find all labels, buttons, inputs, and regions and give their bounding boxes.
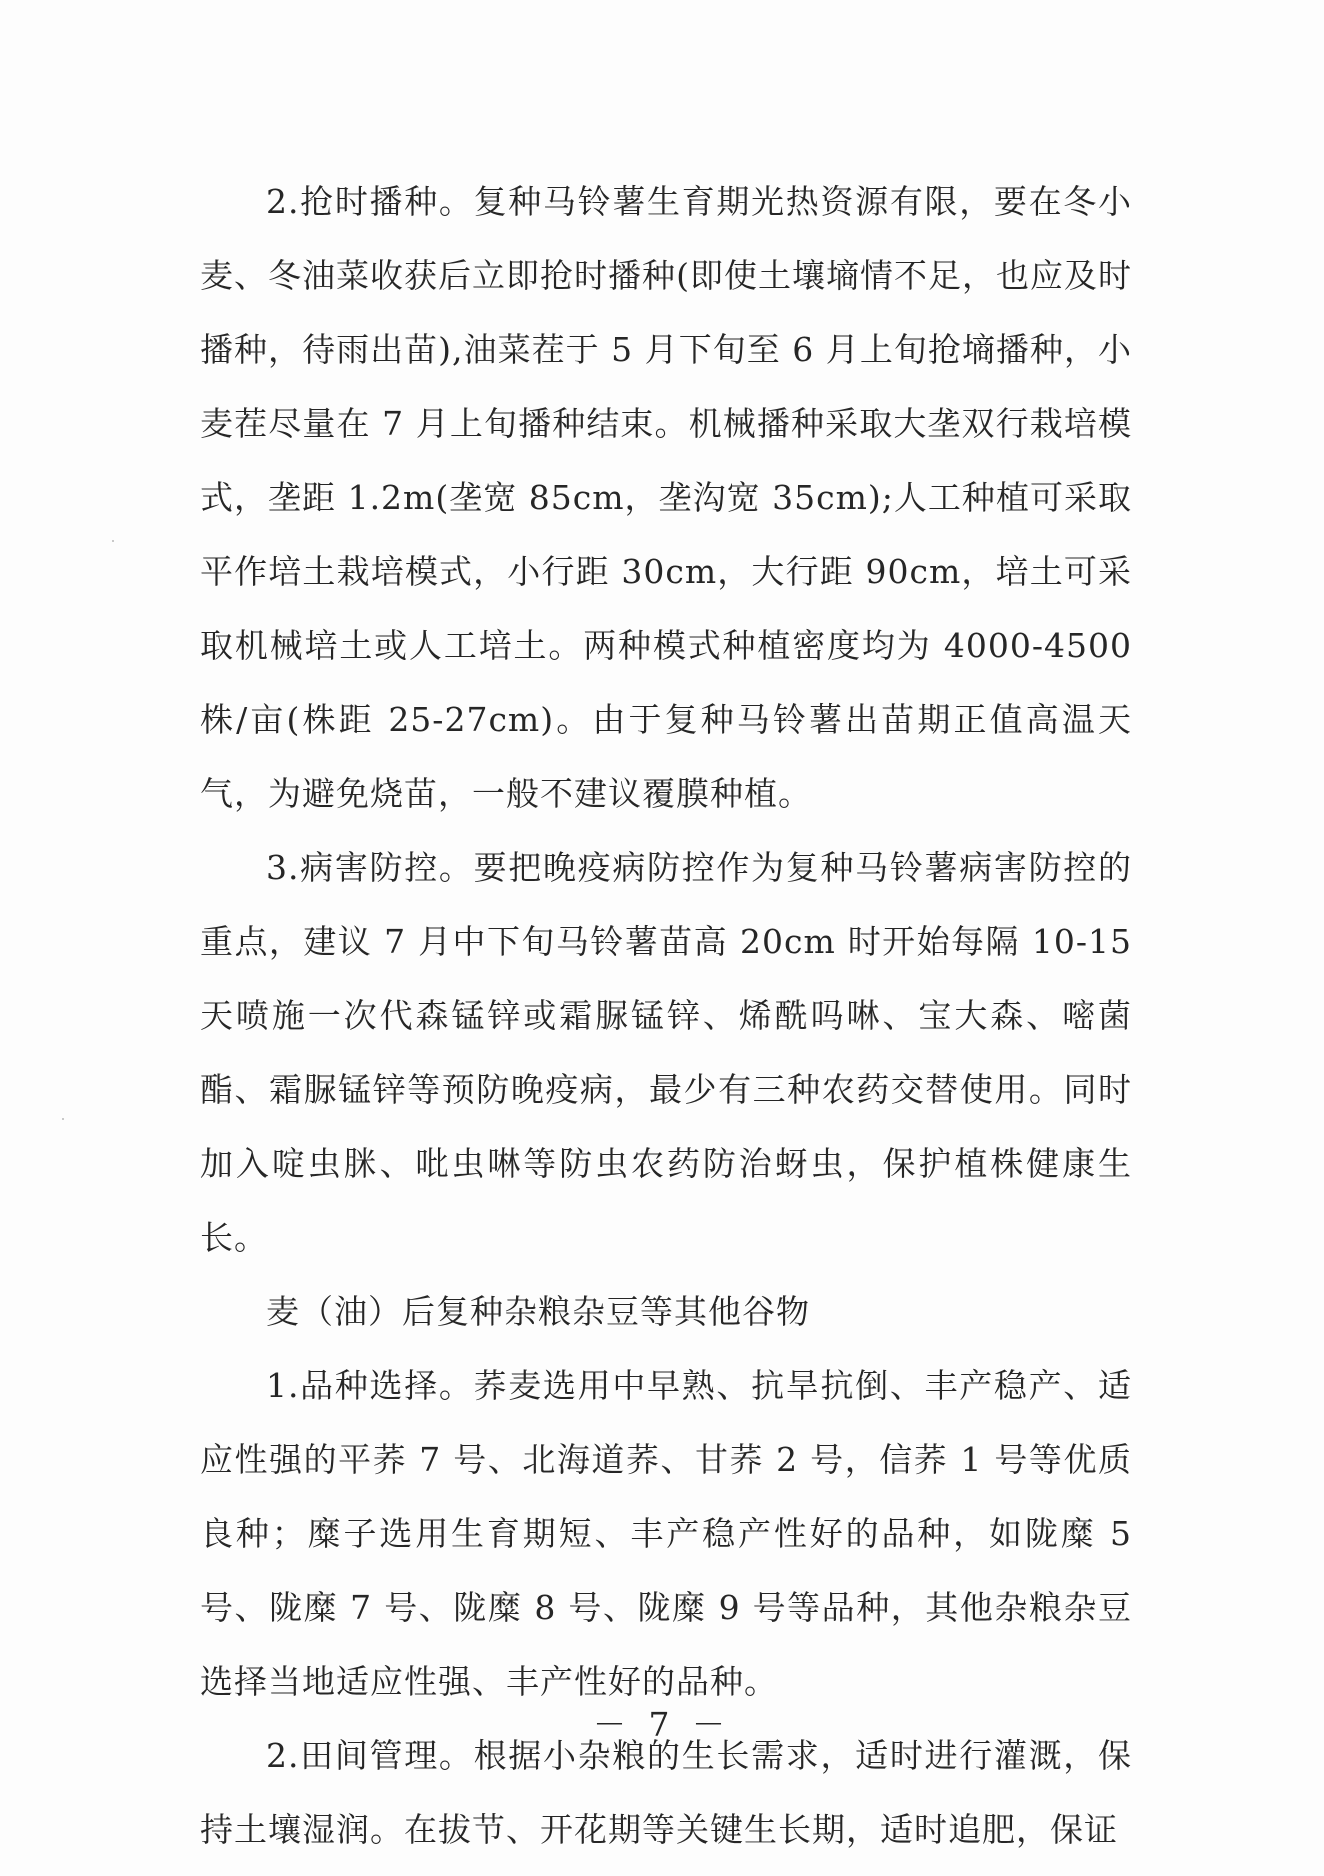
scan-speck bbox=[62, 1118, 64, 1120]
paragraph-variety-selection: 1.品种选择。荞麦选用中早熟、抗旱抗倒、丰产稳产、适应性强的平荞 7 号、北海道荞、甘荞 2 号，信荞 1 号等优质良种；糜子选用生育期短、丰产稳产性好的品种，如陇糜 5 号、陇糜 7 号、陇糜 8 号、陇糜 9 号等品种，其他杂粮杂豆选择当地适应性强、丰产性好的品种。 bbox=[200, 1366, 1132, 1701]
page-number: － 7 － bbox=[593, 1705, 731, 1744]
paragraph-disease-control: 3.病害防控。要把晚疫病防控作为复种马铃薯病害防控的重点，建议 7 月中下旬马铃薯苗高 20cm 时开始每隔 10-15 天喷施一次代森锰锌或霜脲锰锌、烯酰吗啉、宝大森、嘧菌酯、霜脲锰锌等预防晚疫病，最少有三种农药交替使用。同时加入啶虫脒、吡虫啉等防虫农药防治蚜虫，保护植株健康生长。 bbox=[200, 848, 1132, 1257]
section-heading: 麦（油）后复种杂粮杂豆等其他谷物 bbox=[266, 1292, 810, 1331]
document-body bbox=[200, 165, 1132, 1867]
paragraph-timely-sowing: 2.抢时播种。复种马铃薯生育期光热资源有限，要在冬小麦、冬油菜收获后立即抢时播种(即使土壤墒情不足，也应及时播种，待雨出苗),油菜茬于 5 月下旬至 6 月上旬抢墒播种，小麦茬尽量在 7 月上旬播种结束。机械播种采取大垄双行栽培模式，垄距 1.2m(垄宽 85cm，垄沟宽 35cm);人工种植可采取平作培土栽培模式，小行距 30cm，大行距 90cm，培土可采取机械培土或人工培土。两种模式种植密度均为 4000-4500 株/亩(株距 25-27cm)。由于复种马铃薯出苗期正值高温天气，为避免烧苗，一般不建议覆膜种植。 bbox=[200, 182, 1132, 813]
scan-speck bbox=[112, 540, 114, 542]
paragraph-field-management: 2.田间管理。根据小杂粮的生长需求，适时进行灌溉，保持土壤湿润。在拔节、开花期等关键生长期，适时追肥，保证 bbox=[200, 1736, 1132, 1849]
